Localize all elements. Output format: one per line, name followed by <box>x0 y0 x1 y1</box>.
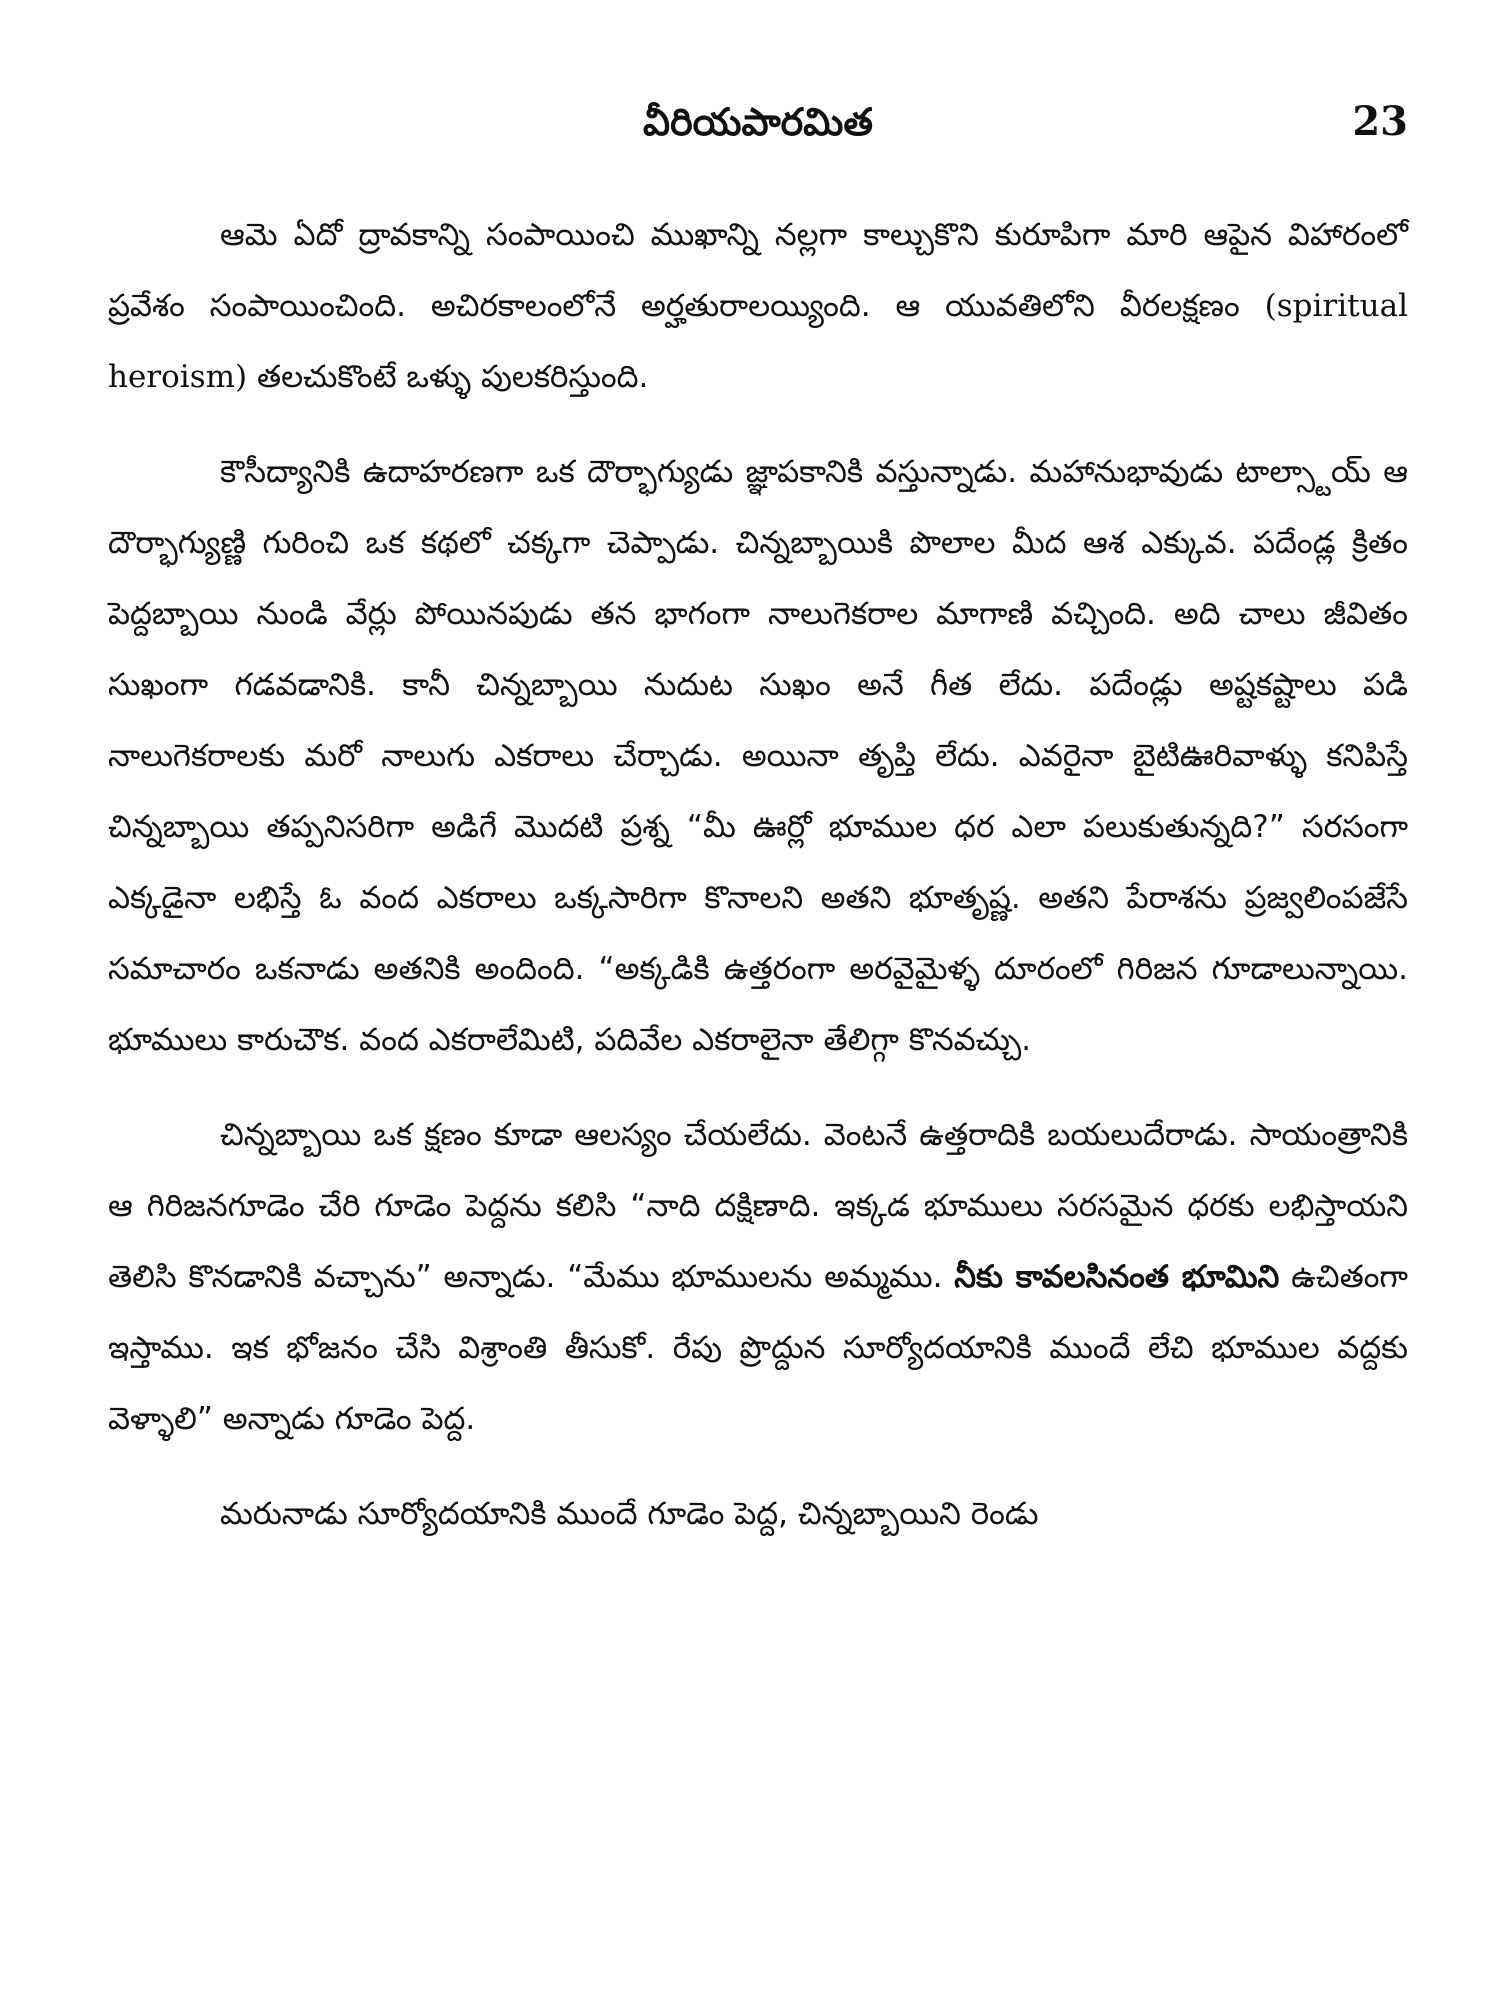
paragraph-1-english-term: (spiritual heroism) <box>108 288 1408 395</box>
document-page <box>108 0 1408 2000</box>
chapter-title: వీరియపారమిత <box>643 100 873 144</box>
paragraph-1-text-start: ఆమె ఏదో ద్రావకాన్ని సంపాయించి ముఖాన్ని నల్లగా కాల్చుకొని కురూపిగా మారి ఆపైన విహారంలో ప్రవేశం సంపాయించింది. అచిరకాలంలోనే అర్హతురాలయ్యింది. ఆ యువతిలోని వీరలక్షణం <box>108 217 1408 324</box>
paragraph-2: కౌసీద్యానికి ఉదాహరణగా ఒక దౌర్భాగ్యుడు జ్ఞాపకానికి వస్తున్నాడు. మహానుభావుడు టాల్స్టాయ్ ఆ దౌర్భాగ్యుణ్ణి గురించి ఒక కథలో చక్కగా చెప్పాడు. చిన్నబ్బాయికి పొలాల మీద ఆశ ఎక్కువ. పదేండ్ల క్రితం పెద్దబ్బాయి నుండి వేర్లు పోయినపుడు తన భాగంగా నాలుగెకరాల మాగాణి వచ్చింది. అది చాలు జీవితం సుఖంగా గడవడానికి. కానీ చిన్నబ్బాయి నుదుట సుఖం అనే గీత లేదు. పదేండ్లు అష్టకష్టాలు పడి నాలుగెకరాలకు మరో నాలుగు ఎకరాలు చేర్చాడు. అయినా తృప్తి లేదు. ఎవరైనా బైటిఊరివాళ్ళు కనిపిస్తే చిన్నబ్బాయి తప్పనిసరిగా అడిగే మొదటి ప్రశ్న “మీ ఊర్లో భూముల ధర ఎలా పలుకుతున్నది?” సరసంగా ఎక్కడైనా లభిస్తే ఓ వంద ఎకరాలు ఒక్కసారిగా కొనాలని అతని భూతృష్ణ. అతని పేరాశను ప్రజ్వలింపజేసే సమాచారం ఒకనాడు అతనికి అందింది. “అక్కడికి ఉత్తరంగా అరవైమైళ్ళ దూరంలో గిరిజన గూడాలున్నాయి. భూములు కారుచౌక. వంద ఎకరాలేమిటి, పదివేల ఎకరాలైనా తేలిగ్గా కొనవచ్చు. <box>108 454 1408 1058</box>
paragraph-1 <box>108 200 1408 413</box>
body-text <box>108 200 1408 1574</box>
paragraph-3-text-start: చిన్నబ్బాయి ఒక క్షణం కూడా ఆలస్యం చేయలేదు. వెంటనే ఉత్తరాదికి బయలుదేరాడు. సాయంత్రానికి ఆ గిరిజనగూడెం చేరి గూడెం పెద్దను కలిసి “నాది దక్షిణాది. ఇక్కడ భూములు సరసమైన ధరకు లభిస్తాయని తెలిసి కొనడానికి వచ్చాను” అన్నాడు. “మేము భూములను అమ్మము. <box>108 1117 1408 1295</box>
paragraph-4: మరునాడు సూర్యోదయానికి ముందే గూడెం పెద్ద, చిన్నబ్బాయిని రెండు <box>220 1496 1039 1532</box>
paragraph-3 <box>108 1100 1408 1455</box>
paragraph-3-bold-phrase: నీకు కావలసినంత భూమిని <box>954 1259 1280 1295</box>
running-header <box>108 92 1408 152</box>
paragraph-1-text-end: తలచుకొంటే ఒళ్ళు పులకరిస్తుంది. <box>247 359 649 395</box>
page-number: 23 <box>1352 98 1408 145</box>
paragraph-3-text-end: ఉచితంగా ఇస్తాము. ఇక భోజనం చేసి విశ్రాంతి తీసుకో. రేపు ప్రొద్దున సూర్యోదయానికి ముందే లేచి భూముల వద్దకు వెళ్ళాలి” అన్నాడు గూడెం పెద్ద. <box>108 1259 1408 1437</box>
